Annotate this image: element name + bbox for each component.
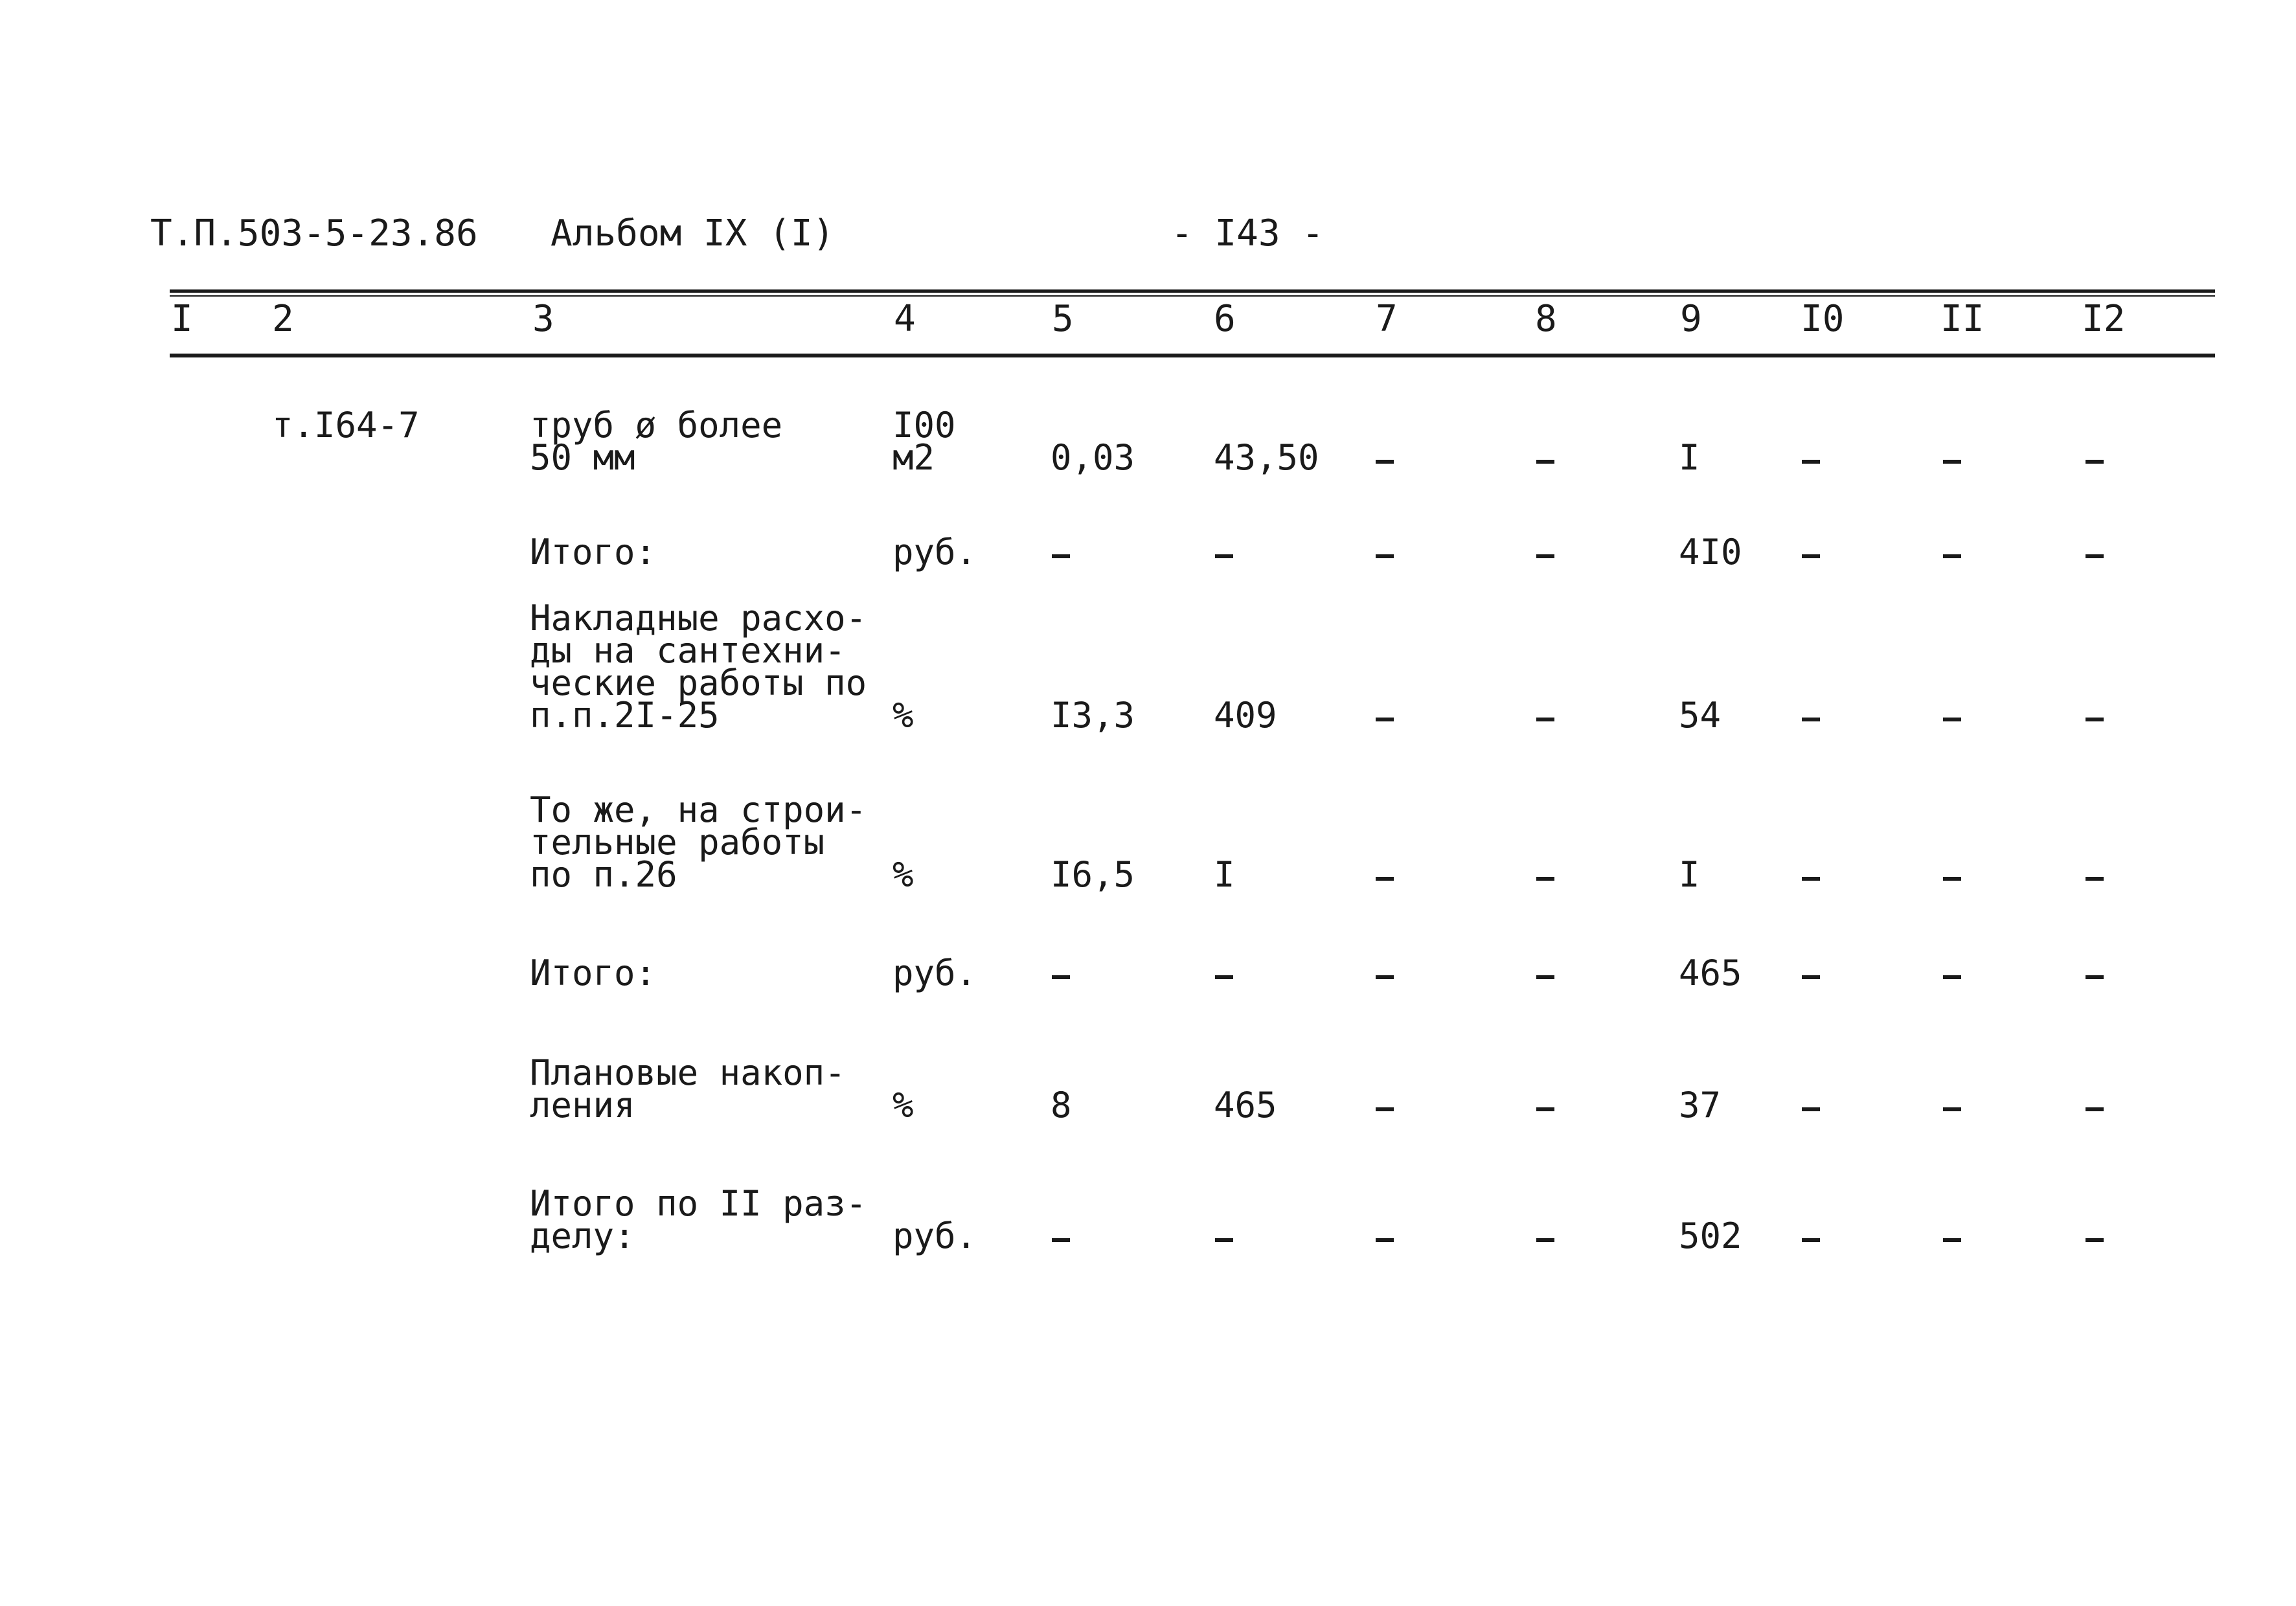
cell-ref: т.I64-7 [272, 405, 420, 446]
cell-name: Плановые накоп- ления [530, 1052, 846, 1125]
cell-c5: I6,5 [1051, 854, 1135, 895]
dash-mark [1215, 554, 1233, 558]
dash-mark [1376, 460, 1394, 464]
page-number: - I43 - [1171, 212, 1324, 254]
dash-mark [2086, 460, 2104, 464]
cell-name: Итого: [530, 953, 657, 993]
col-header-11: II [1940, 298, 1984, 340]
dash-mark [1376, 1238, 1394, 1242]
col-header-6: 6 [1214, 298, 1236, 340]
dash-mark [1536, 460, 1554, 464]
document-code: Т.П.503-5-23.86 [150, 212, 478, 254]
dash-mark [1943, 554, 1961, 558]
cell-unit: руб. [892, 953, 977, 993]
col-header-12: I2 [2082, 298, 2126, 340]
col-header-2: 2 [272, 298, 294, 340]
cell-unit: % [892, 695, 914, 736]
cell-c6: 409 [1214, 695, 1277, 736]
cell-c6: 465 [1214, 1085, 1277, 1125]
col-header-8: 8 [1535, 298, 1557, 340]
dash-mark [1376, 718, 1394, 721]
dash-mark [1052, 554, 1070, 558]
dash-mark [1376, 554, 1394, 558]
cell-c9: I [1679, 854, 1700, 895]
cell-name: Накладные расхо- ды на сантехни- ческие работы по п.п.2I-25 [530, 598, 867, 736]
dash-mark [1802, 1107, 1820, 1111]
col-header-9: 9 [1680, 298, 1702, 340]
dash-mark [1536, 877, 1554, 881]
cell-unit: I00 м2 [892, 405, 956, 478]
dash-mark [1052, 1238, 1070, 1242]
dash-mark [2086, 877, 2104, 881]
dash-mark [1536, 718, 1554, 721]
dash-mark [2086, 1238, 2104, 1242]
col-header-3: 3 [532, 298, 554, 340]
cell-c5: 8 [1051, 1085, 1072, 1125]
col-header-7: 7 [1376, 298, 1398, 340]
cell-c9: 502 [1679, 1216, 1742, 1256]
dash-mark [1943, 877, 1961, 881]
table-top-rule [170, 289, 2215, 293]
album-label: Альбом IX (I) [551, 212, 835, 254]
cell-name: Итого по II раз- делу: [530, 1183, 867, 1256]
table-top-rule-inner [170, 295, 2215, 297]
col-header-5: 5 [1052, 298, 1074, 340]
cell-c9: I [1679, 437, 1700, 478]
cell-unit: руб. [892, 1216, 977, 1256]
dash-mark [1536, 1107, 1554, 1111]
dash-mark [2086, 1107, 2104, 1111]
cell-c9: 54 [1679, 695, 1722, 736]
cell-name: труб ø более 50 мм [530, 405, 783, 478]
cell-unit: % [892, 1085, 914, 1125]
cell-c9: 4I0 [1679, 532, 1742, 572]
cell-c5: 0,03 [1051, 437, 1135, 478]
dash-mark [1215, 975, 1233, 979]
cell-c9: 465 [1679, 953, 1742, 993]
dash-mark [1943, 718, 1961, 721]
dash-mark [1943, 460, 1961, 464]
col-header-10: I0 [1801, 298, 1845, 340]
cell-c6: 43,50 [1214, 437, 1319, 478]
dash-mark [1052, 975, 1070, 979]
cell-name: Итого: [530, 532, 657, 572]
dash-mark [1536, 554, 1554, 558]
dash-mark [1802, 877, 1820, 881]
dash-mark [1376, 877, 1394, 881]
cell-name: То же, на строи- тельные работы по п.26 [530, 789, 867, 895]
dash-mark [2086, 975, 2104, 979]
cell-c5: I3,3 [1051, 695, 1135, 736]
dash-mark [1943, 975, 1961, 979]
dash-mark [1802, 460, 1820, 464]
dash-mark [1802, 1238, 1820, 1242]
dash-mark [1215, 1238, 1233, 1242]
cell-c6: I [1214, 854, 1235, 895]
table-header-rule [170, 354, 2215, 357]
cell-unit: % [892, 854, 914, 895]
dash-mark [1536, 1238, 1554, 1242]
dash-mark [1536, 975, 1554, 979]
dash-mark [2086, 554, 2104, 558]
dash-mark [1802, 554, 1820, 558]
dash-mark [1943, 1107, 1961, 1111]
dash-mark [2086, 718, 2104, 721]
cell-unit: руб. [892, 532, 977, 572]
col-header-4: 4 [894, 298, 916, 340]
dash-mark [1802, 975, 1820, 979]
dash-mark [1376, 1107, 1394, 1111]
dash-mark [1802, 718, 1820, 721]
dash-mark [1943, 1238, 1961, 1242]
col-header-1: I [171, 298, 193, 340]
cell-c9: 37 [1679, 1085, 1722, 1125]
dash-mark [1376, 975, 1394, 979]
